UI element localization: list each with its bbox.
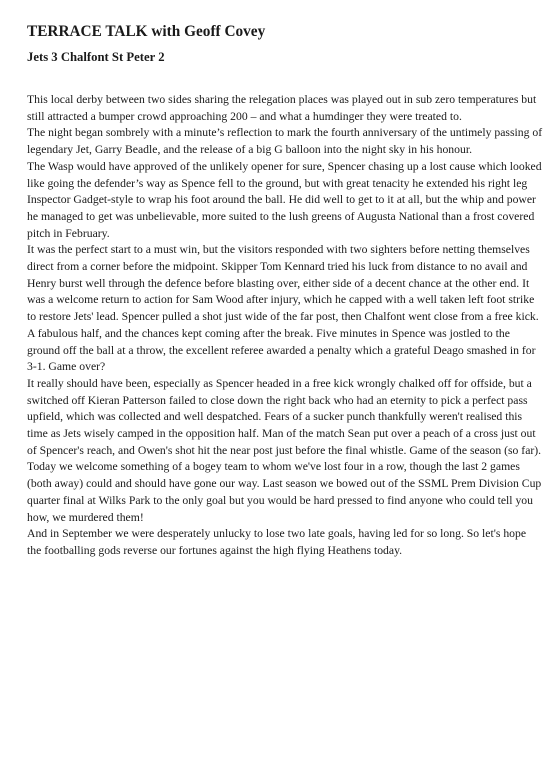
article-title: TERRACE TALK with Geoff Covey	[27, 23, 266, 40]
paragraph-second-half: It really should have been, especially as Spencer headed in a free kick wrongly chalked off for offside, but a switched off Kieran Patterson failed to close down the right back who had an eternity to pick a perfect pass upfield, which was collected and well despatched. Fears of a sucker punch thankfully weren't realised this time as Jets wisely camped in the opposition half. Man of the match Sean put over a peach of a cross just out of Spencer's reach, and Owen's shot hit the near post just before the final whistle. Game of the season (so far).	[27, 376, 542, 457]
paragraph-first-half: It was the perfect start to a must win, but the visitors responded with two sighters before netting themselves direct from a corner before the midpoint. Skipper Tom Kennard tried his luck from distance to no avail and Henry burst well through the defence before blasting over, either side of a decent chance at the other end. It was a welcome return to action for Sam Wood after injury, which he capped with a well taken left foot strike to restore Jets' lead. Spencer pulled a shot just wide of the far post, then Chalfont went close from a free kick. A fabulous half, and the chances kept coming after the break. Five minutes in Spence was jostled to the ground off the ball at a throw, the excellent referee awarded a penalty which a grateful Deago smashed in for 3-1. Game over?	[27, 243, 539, 374]
paragraph-closing: And in September we were desperately unlucky to lose two late goals, having led for so long. So let's hope the footballing gods reverse our fortunes against the high flying Heathens today.	[27, 527, 527, 557]
article-body	[27, 92, 543, 560]
match-result-subtitle: Jets 3 Chalfont St Peter 2	[27, 50, 165, 64]
paragraph-preview: Today we welcome something of a bogey team to whom we've lost four in a row, though the last 2 games (both away) could and should have gone our way. Last season we bowed out of the SSML Prem Division Cup quarter final at Wilks Park to the only goal but you would be hard pressed to find anyone who could tell you how, we murdered them!	[27, 460, 542, 524]
paragraph-opener: The Wasp would have approved of the unlikely opener for sure, Spencer chasing up a lost cause which looked like going the defender’s way as Spence fell to the ground, but with great tenacity he extended his right leg Inspector Gadget-style to wrap his foot around the ball. He did well to get to it at all, but the whip and power he managed to get was unbelievable, more suited to the lush greens of Augusta National than a frost covered pitch in February.	[27, 159, 542, 240]
paragraph-tribute: The night began sombrely with a minute’s reflection to mark the fourth anniversary of the untimely passing of legendary Jet, Garry Beadle, and the release of a big G balloon into the night sky in his honour.	[27, 126, 543, 157]
paragraph-intro: This local derby between two sides sharing the relegation places was played out in sub zero temperatures but still attracted a bumper crowd approaching 200 – and what a humdinger they were treated to.	[27, 93, 537, 123]
